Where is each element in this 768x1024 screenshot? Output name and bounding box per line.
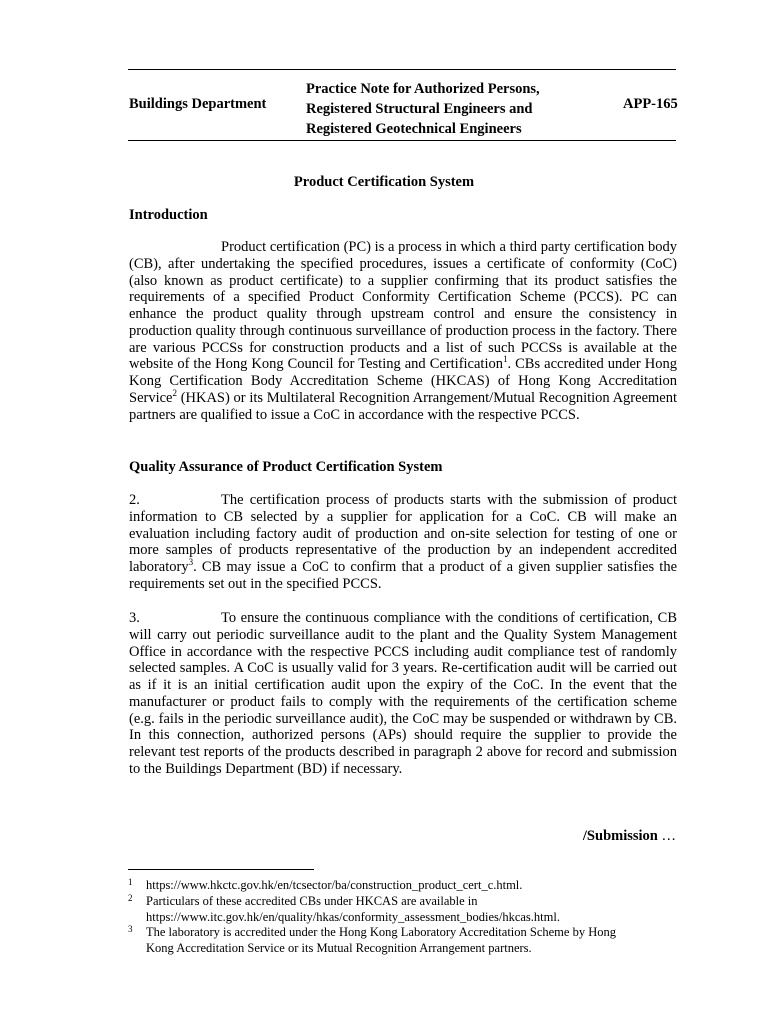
footnote-line: The laboratory is accredited under the Hong Kong Laboratory Accreditation Scheme by Hong xyxy=(146,925,616,939)
footnote-mark: 1 xyxy=(128,877,133,887)
paragraph-3 xyxy=(129,610,677,778)
footnote-line: Particulars of these accredited CBs under HKCAS are available in xyxy=(146,894,478,908)
paragraph-2 xyxy=(129,492,677,593)
intro-text-3: (HKAS) or its Multilateral Recognition Arrangement/Mutual Recognition Agreement partners are qualified to issue a CoC in accordance with the respective PCCS. xyxy=(129,389,677,423)
paragraph-2-text-1: The certification process of products starts with the submission of product information to CB selected by a supplier for application for a CoC. CB will make an evaluation including factory audit of production and on-site selection for testing of one or more samples of products representative of the production by an independent accredited laboratory xyxy=(129,492,677,575)
footnote-3 xyxy=(128,925,678,956)
footnote-line: https://www.itc.gov.hk/en/quality/hkas/conformity_assessment_bodies/hkcas.html. xyxy=(146,909,560,924)
footnote-2 xyxy=(128,894,678,925)
intro-text-1: Product certification (PC) is a process in which a third party certification body (CB), after undertaking the specified procedures, issues a certificate of conformity (CoC) (also known as product certificate) to a supplier confirming that its product satisfies the requirements of a specified Product Conformity Certification Scheme (PCCS). PC can enhance the product quality through upstream control and ensure the consistency in production quality through continuous surveillance of production process in the factory. There are various PCCSs for construction products and a list of such PCCSs is available at the website of the Hong Kong Council for Testing and Certification xyxy=(129,239,677,373)
footnote-ref-3: 3 xyxy=(188,557,194,568)
paragraph-3-number: 3. xyxy=(129,610,140,626)
footnote-separator xyxy=(128,869,314,870)
header-bottom-rule xyxy=(128,140,676,141)
header-top-rule xyxy=(128,69,676,70)
footnote-1 xyxy=(128,878,678,894)
intro-text-2: . CBs accredited under Hong Kong Certification Body Accreditation Scheme (HKCAS) of Hong Kong Accreditation Service xyxy=(129,356,677,406)
header-title xyxy=(306,79,586,139)
header-department: Buildings Department xyxy=(129,96,267,112)
paragraph-2-text-2: . CB may issue a CoC to confirm that a product of a given supplier satisfies the requirements set out in the specified PCCS. xyxy=(129,559,677,592)
continuation-marker xyxy=(583,826,676,846)
footnote-mark: 3 xyxy=(128,924,133,934)
footnote-mark: 2 xyxy=(128,893,133,903)
paragraph-2-number: 2. xyxy=(129,492,140,508)
paragraph-3-text: To ensure the continuous compliance with the conditions of certification, CB will carry out periodic surveillance audit to the plant and the Quality System Management Office in accordance with the respective PCCS including audit compliance test of randomly selected samples. A CoC is usually valid for 3 years. Re-certification audit will be carried out as if it is an initial certification audit upon the expiry of the CoC. In the event that the manufacturer or product fails to comply with the requirements of the certification scheme (e.g. fails in the periodic surveillance audit), the CoC may be suspended or withdrawn by CB. In this connection, authorized persons (APs) should require the supplier to provide the relevant test reports of the products described in paragraph 2 above for record and submission to the Buildings Department (BD) if necessary. xyxy=(129,610,677,777)
header-title-line: Registered Geotechnical Engineers xyxy=(306,121,522,137)
continuation-label: /Submission xyxy=(582,828,658,844)
header-title-line: Registered Structural Engineers and xyxy=(306,101,533,117)
header-title-line: Practice Note for Authorized Persons, xyxy=(306,81,540,97)
qa-heading: Quality Assurance of Product Certification System xyxy=(129,459,443,475)
footnote-line: Kong Accreditation Service or its Mutual Recognition Arrangement partners. xyxy=(146,940,532,955)
footnote-ref-1: 1 xyxy=(502,354,508,365)
intro-heading: Introduction xyxy=(129,207,208,223)
document-title: Product Certification System xyxy=(293,174,475,190)
footnote-ref-2: 2 xyxy=(172,387,177,398)
continuation-ellipsis: … xyxy=(657,828,676,844)
intro-paragraph xyxy=(129,239,677,423)
footnote-line: https://www.hkctc.gov.hk/en/tcsector/ba/construction_product_cert_c.html. xyxy=(146,878,523,892)
header-code: APP-165 xyxy=(623,96,678,112)
